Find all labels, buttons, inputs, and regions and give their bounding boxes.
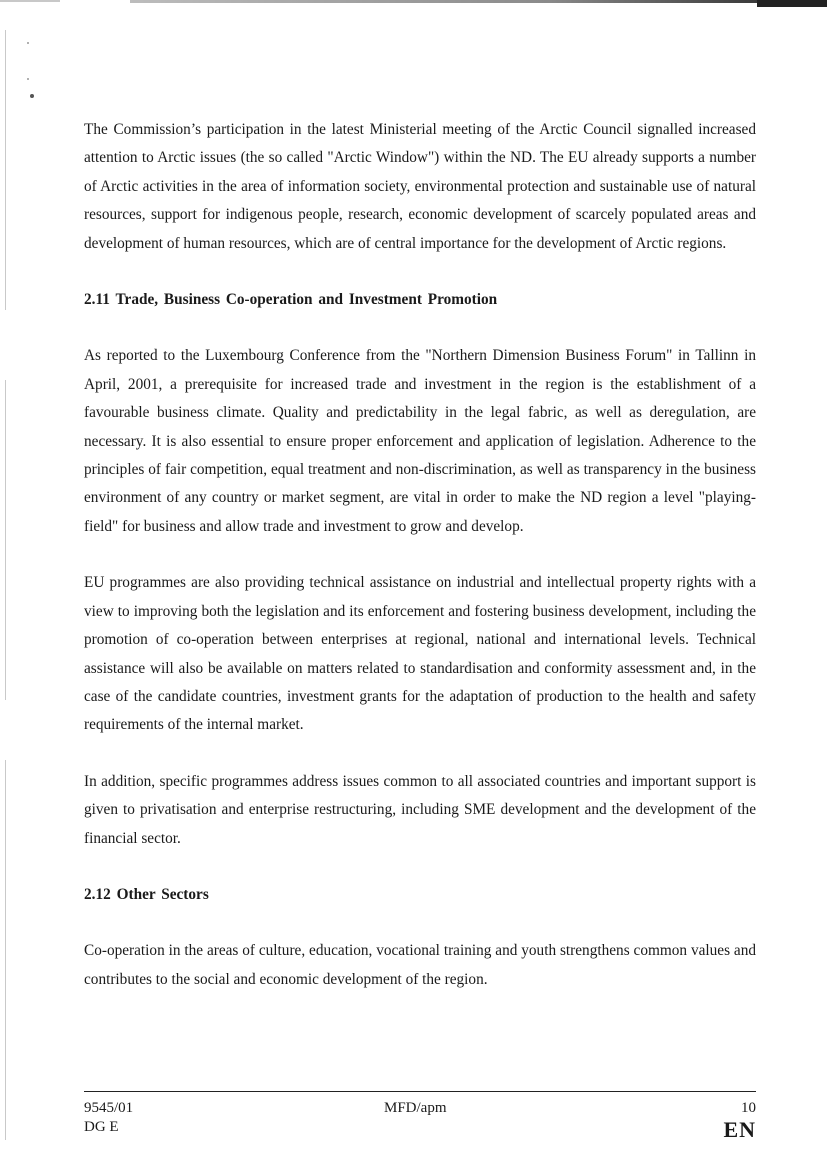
page-footer bbox=[84, 1097, 756, 1141]
directorate: DG E bbox=[84, 1119, 119, 1135]
section-heading-trade: 2.11 Trade, Business Co-operation and Investment Promotion bbox=[84, 291, 498, 309]
footer-initials: MFD/apm bbox=[384, 1100, 447, 1116]
scan-edge-left bbox=[0, 0, 60, 2]
binding-margin-line bbox=[5, 30, 6, 310]
scan-edge-shadow bbox=[130, 0, 827, 3]
scan-speck bbox=[30, 94, 34, 98]
section-heading-other-sectors: 2.12 Other Sectors bbox=[84, 885, 209, 903]
paragraph-technical-assistance: EU programmes are also providing technical assistance on industrial and intellectual property rights with a view to improving both the legislation and its enforcement and fostering business development, including the promotion of co-operation between enterprises at regional, national and international levels. Technical assistance will also be available on matters related to standardisation and conformity assessment and, in the case of the candidate countries, investment grants for the adaptation of production to the health and safety requirements of the internal market. bbox=[84, 574, 756, 734]
scan-speck bbox=[27, 42, 29, 44]
paragraph-business-climate: As reported to the Luxembourg Conference from the "Northern Dimension Business Forum" in Tallinn in April, 2001, a prerequisite for increased trade and investment in the region is the establishment of a favourable business climate. Quality and predictability in the legal fabric, as well as deregulation, are necessary. It is also essential to ensure proper enforcement and application of legislation. Adherence to the principles of fair competition, equal treatment and non-discrimination, as well as transparency in the business environment of any country or market segment, are vital in order to make the ND region a level "playing-field" for business and allow trade and investment to grow and develop. bbox=[84, 347, 756, 535]
document-body bbox=[84, 116, 756, 1022]
doc-number: 9545/01 bbox=[84, 1100, 134, 1116]
paragraph-culture-education: Co-operation in the areas of culture, education, vocational training and youth strengthens common values and contributes to the social and economic development of the region. bbox=[84, 942, 756, 988]
footer-left bbox=[84, 1099, 133, 1137]
page-number: 10 bbox=[741, 1100, 756, 1116]
paragraph-specific-programmes: In addition, specific programmes address issues common to all associated countries and important support is given to privatisation and enterprise restructuring, including SME development and the development of the financial sector. bbox=[84, 772, 756, 847]
scan-edge-corner bbox=[757, 0, 827, 7]
binding-margin-line bbox=[5, 380, 6, 700]
footer-rule bbox=[84, 1091, 756, 1092]
binding-margin-line bbox=[5, 760, 6, 1140]
scan-speck bbox=[27, 78, 29, 80]
language-code: EN bbox=[723, 1117, 756, 1142]
footer-right bbox=[723, 1099, 756, 1142]
paragraph-arctic: The Commission’s participation in the latest Ministerial meeting of the Arctic Council signalled increased attention to Arctic issues (the so called "Arctic Window") within the ND. The EU already supports a number of Arctic activities in the area of information society, environmental protection and sustainable use of natural resources, support for indigenous people, research, economic development of scarcely populated areas and development of human resources, which are of central importance for the development of Arctic regions. bbox=[84, 121, 756, 252]
scan-top-edge bbox=[0, 0, 827, 8]
